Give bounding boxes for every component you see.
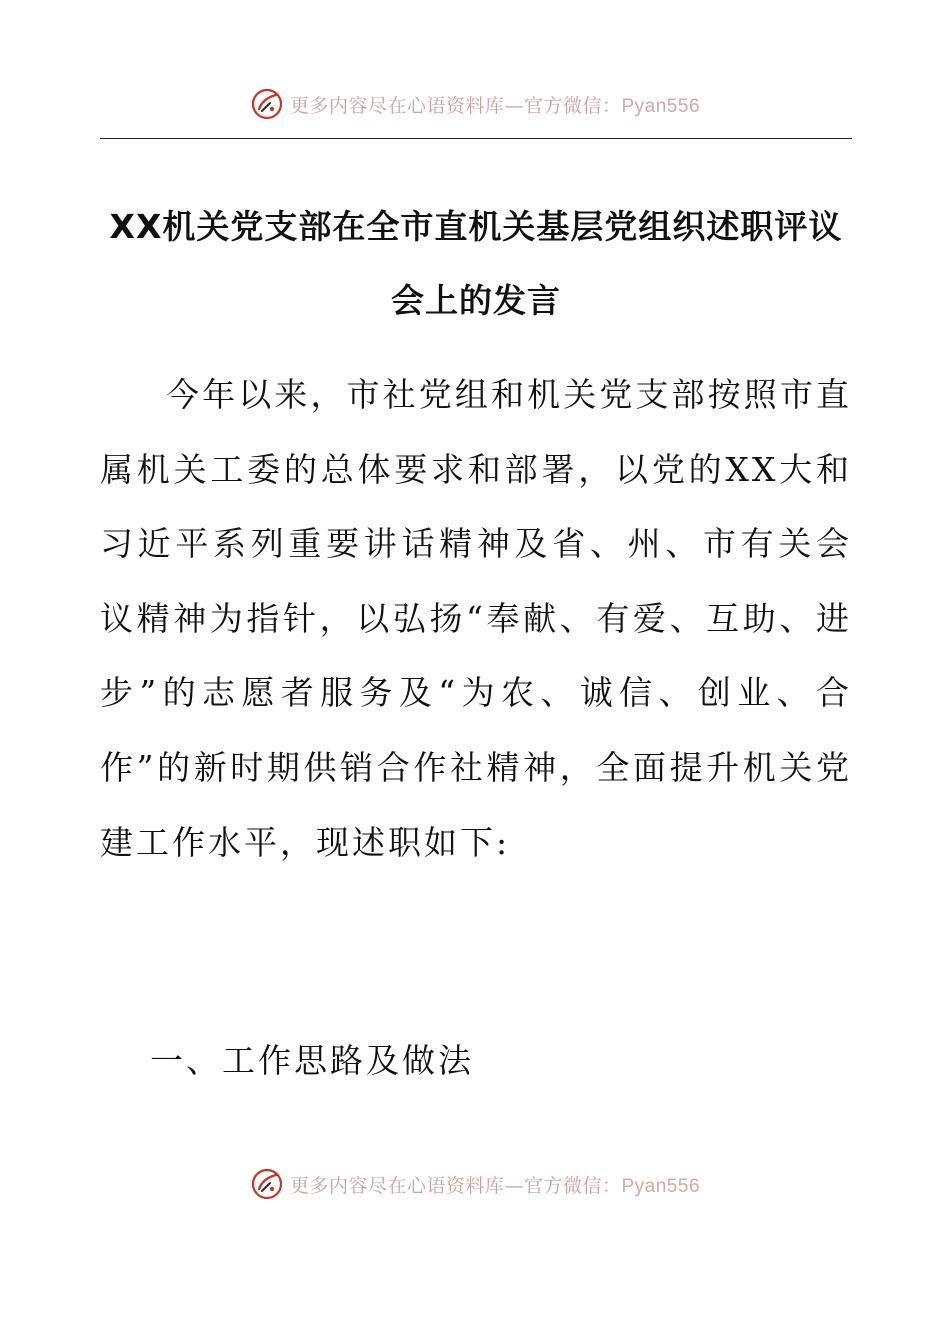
header-divider xyxy=(100,138,852,139)
header-banner-inner xyxy=(250,87,700,121)
footer-banner-text: 更多内容尽在心语资料库—官方微信：Pyan556 xyxy=(289,1174,701,1197)
footer-brand-id: Pyan556 xyxy=(621,1175,701,1197)
header-banner-text: 更多内容尽在心语资料库—官方微信：Pyan556 xyxy=(289,94,701,117)
document-title: XX机关党支部在全市直机关基层党组织述职评议会上的发言 xyxy=(109,207,843,320)
footer-banner xyxy=(0,1164,950,1204)
footer-banner-inner xyxy=(250,1167,700,1201)
brand-logo-icon xyxy=(250,87,284,121)
section-heading-1: 一、工作思路及做法 xyxy=(150,1041,474,1080)
intro-paragraph: 今年以来，市社党组和机关党支部按照市直属机关工委的总体要求和部署，以党的XX大和习近平系列重要讲话精神及省、州、市有关会议精神为指针，以弘扬“奉献、有爱、互助、进步”的志愿者服务及“为农、诚信、创业、合作”的新时期供销合作社精神，全面提升机关党建工作水平，现述职如下: xyxy=(100,375,852,862)
brand-logo-icon xyxy=(250,1167,284,1201)
header-banner xyxy=(0,84,950,124)
header-brand-id: Pyan556 xyxy=(621,95,701,117)
